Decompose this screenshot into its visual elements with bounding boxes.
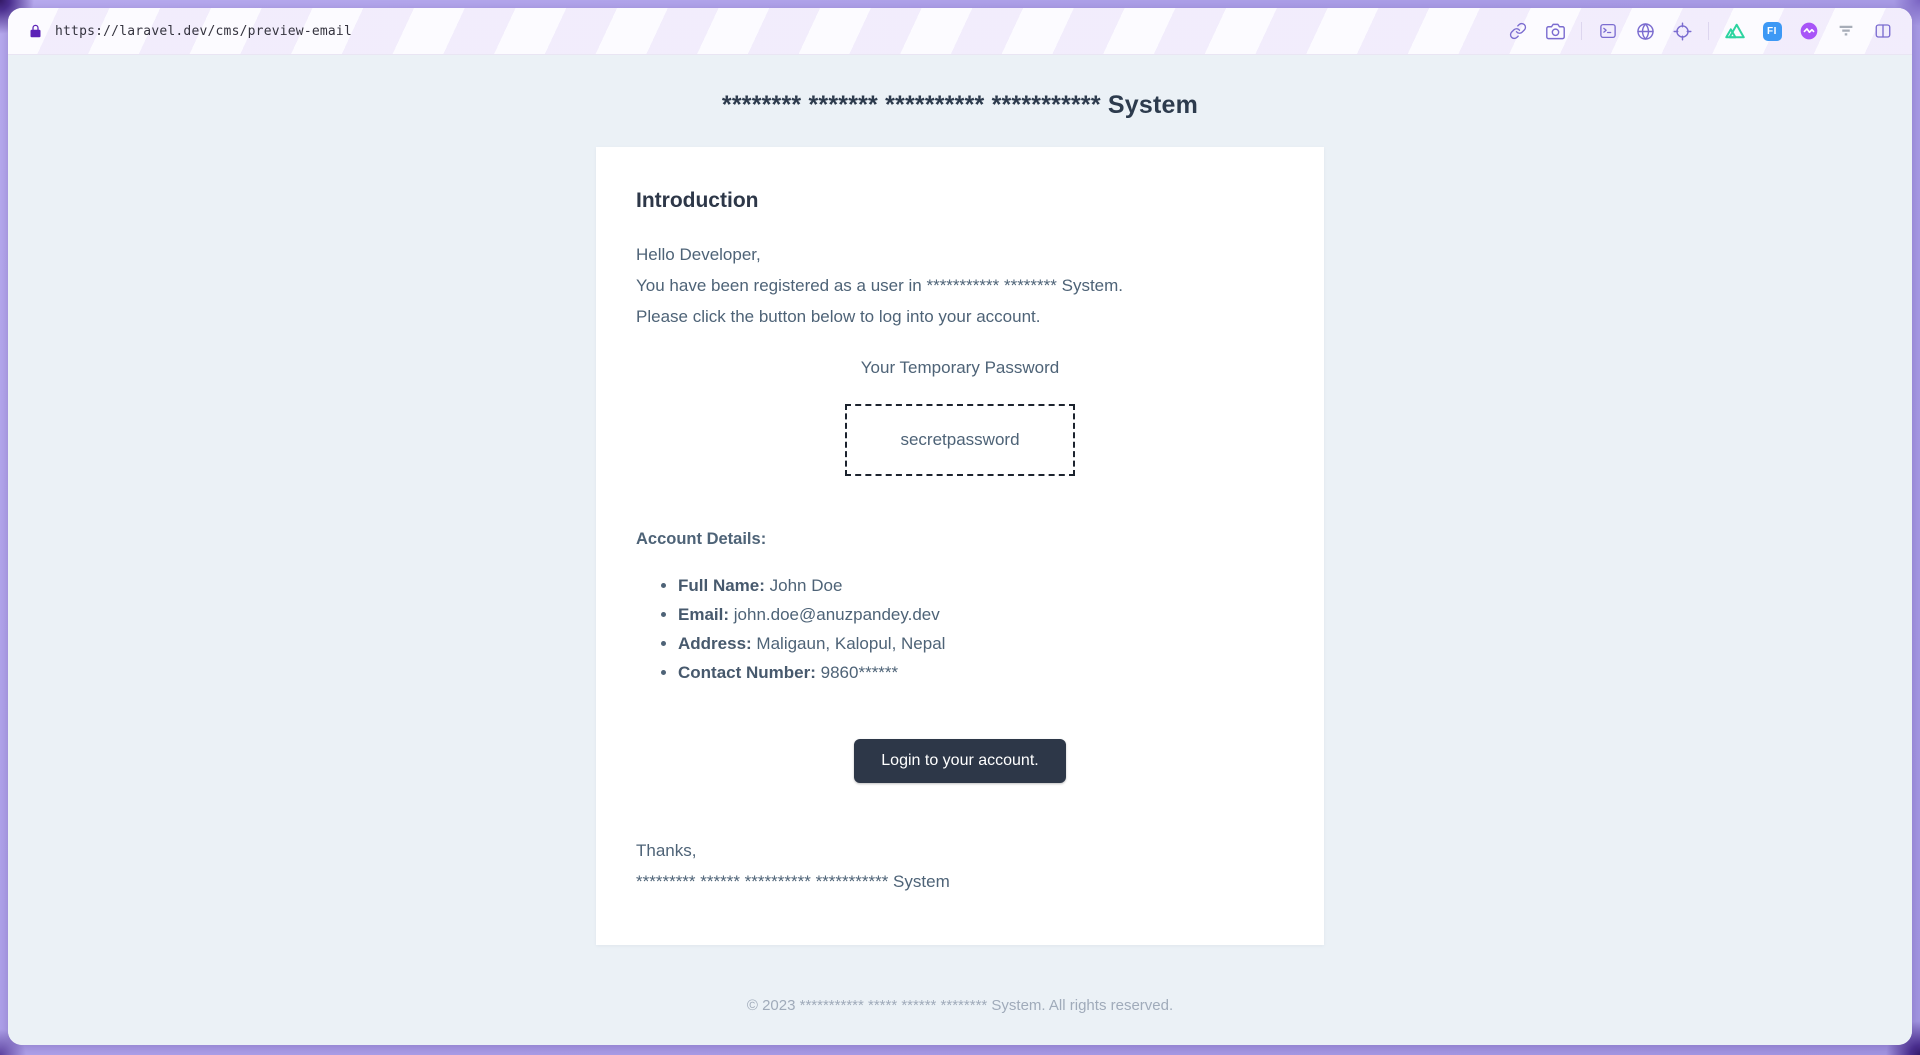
list-item — [678, 571, 1284, 600]
browser-toolbar — [1507, 20, 1894, 42]
copyright-footer: © 2023 *********** ***** ****** ******** System. All rights reserved. — [746, 997, 1174, 1014]
striped-triangle-icon[interactable] — [1835, 20, 1857, 42]
detail-value: 9860****** — [820, 663, 899, 682]
list-item — [678, 629, 1284, 658]
detail-label: Contact Number: — [678, 663, 816, 682]
list-item — [678, 658, 1284, 687]
wave-circle-icon[interactable] — [1798, 20, 1820, 42]
url-text[interactable]: https://laravel.dev/cms/preview-email — [55, 23, 352, 39]
detail-value: john.doe@anuzpandey.dev — [733, 605, 940, 624]
link-icon[interactable] — [1507, 20, 1529, 42]
mountains-logo-icon[interactable] — [1724, 20, 1746, 42]
email-card — [596, 147, 1324, 945]
signoff-block — [636, 835, 1284, 897]
registered-line: You have been registered as a user in *********** ******** System. — [636, 276, 1124, 295]
login-button[interactable]: Login to your account. — [854, 739, 1065, 783]
account-details-heading: Account Details: — [636, 530, 767, 548]
lock-icon — [28, 23, 43, 39]
password-value: secretpassword — [900, 430, 1020, 449]
temporary-password-label: Your Temporary Password — [860, 358, 1060, 377]
fi-badge-text: FI — [1763, 22, 1782, 41]
instruction-line: Please click the button below to log into your account. — [636, 307, 1041, 326]
thanks-line: Thanks, — [636, 841, 697, 860]
fi-badge-icon[interactable] — [1761, 20, 1783, 42]
detail-label: Full Name: — [678, 576, 765, 595]
detail-label: Address: — [678, 634, 752, 653]
greeting-line: Hello Developer, — [636, 245, 761, 264]
list-item — [678, 600, 1284, 629]
browser-window — [8, 8, 1912, 1045]
password-box — [845, 404, 1075, 476]
crosshair-icon[interactable] — [1671, 20, 1693, 42]
globe-icon[interactable] — [1634, 20, 1656, 42]
toolbar-divider — [1708, 22, 1709, 40]
detail-value: Maligaun, Kalopul, Nepal — [756, 634, 946, 653]
address-bar[interactable] — [28, 23, 352, 39]
intro-heading: Introduction — [636, 189, 759, 212]
browser-titlebar — [8, 8, 1912, 55]
login-button-wrapper — [636, 739, 1284, 783]
account-details-list — [636, 571, 1284, 687]
email-preview-page — [8, 55, 1912, 1045]
camera-icon[interactable] — [1544, 20, 1566, 42]
detail-label: Email: — [678, 605, 730, 624]
intro-paragraph — [636, 239, 1284, 332]
email-title: ******** ******* ********** *********** System — [721, 91, 1199, 119]
split-columns-icon[interactable] — [1872, 20, 1894, 42]
terminal-icon[interactable] — [1597, 20, 1619, 42]
toolbar-divider — [1581, 22, 1582, 40]
system-signature-line: ********* ****** ********** *********** System — [636, 872, 950, 891]
detail-value: John Doe — [769, 576, 843, 595]
